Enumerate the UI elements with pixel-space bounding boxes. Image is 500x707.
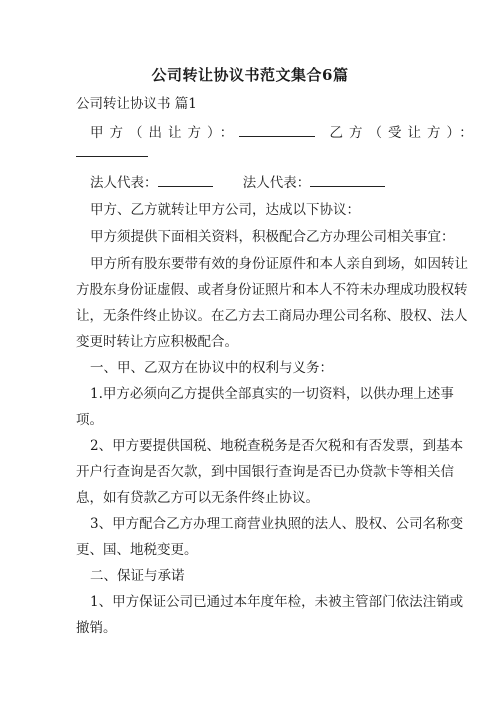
party-row xyxy=(90,122,479,143)
text-line: 甲方所有股东要带有效的身份证原件和本人亲自到场，如因转让 xyxy=(90,256,468,272)
party-b-label: 乙方（受让方）： xyxy=(329,125,479,141)
section-heading: 一、甲、乙双方在协议中的权利与义务： xyxy=(90,360,333,376)
party-b-blank-row xyxy=(76,142,428,163)
representative-row xyxy=(90,172,442,193)
text-line: 2、甲方要提供国税、地税查税务是否欠税和有否发票，到基本 xyxy=(90,438,464,454)
text-line: 让，无条件终止协议。在乙方去工商局办理公司名称、股权、法人 xyxy=(76,308,468,324)
text-line: 甲方须提供下面相关资料，积极配合乙方办理公司相关事宜： xyxy=(90,229,455,245)
party-a-blank xyxy=(239,122,315,137)
text-line: 3、甲方配合乙方办理工商营业执照的法人、股权、公司名称变 xyxy=(90,516,464,532)
section-heading: 二、保证与承诺 xyxy=(90,568,185,584)
party-b-rep-blank xyxy=(310,172,385,187)
text-line: 变更时转让方应积极配合。 xyxy=(76,334,238,350)
text-line: 甲方、乙方就转让甲方公司，达成以下协议： xyxy=(90,202,360,218)
text-line: 1、甲方保证公司已通过本年度年检，未被主管部门依法注销或 xyxy=(90,594,464,610)
party-a-rep-label: 法人代表： xyxy=(90,175,158,191)
text-line: 开户行查询是否欠款，到中国银行查询是否已办贷款卡等相关信 xyxy=(76,464,454,480)
document-title: 公司转让协议书范文集合6篇 xyxy=(151,66,349,84)
text-line: 方股东身份证虚假、或者身份证照片和本人不符未办理成功股权转 xyxy=(76,282,468,298)
party-b-blank xyxy=(76,142,148,157)
document-subtitle: 公司转让协议书 篇1 xyxy=(76,96,197,112)
text-line: 撤销。 xyxy=(76,620,117,636)
text-line: 项。 xyxy=(76,412,103,428)
party-a-rep-blank xyxy=(158,172,213,187)
party-b-rep-label: 法人代表： xyxy=(242,175,311,191)
text-line: 更、国、地税变更。 xyxy=(76,542,198,558)
party-a-label: 甲方（出让方）： xyxy=(90,125,240,141)
text-line: 1.甲方必须向乙方提供全部真实的一切资料，以供办理上述事 xyxy=(90,386,454,402)
text-line: 息，如有贷款乙方可以无条件终止协议。 xyxy=(76,490,319,506)
